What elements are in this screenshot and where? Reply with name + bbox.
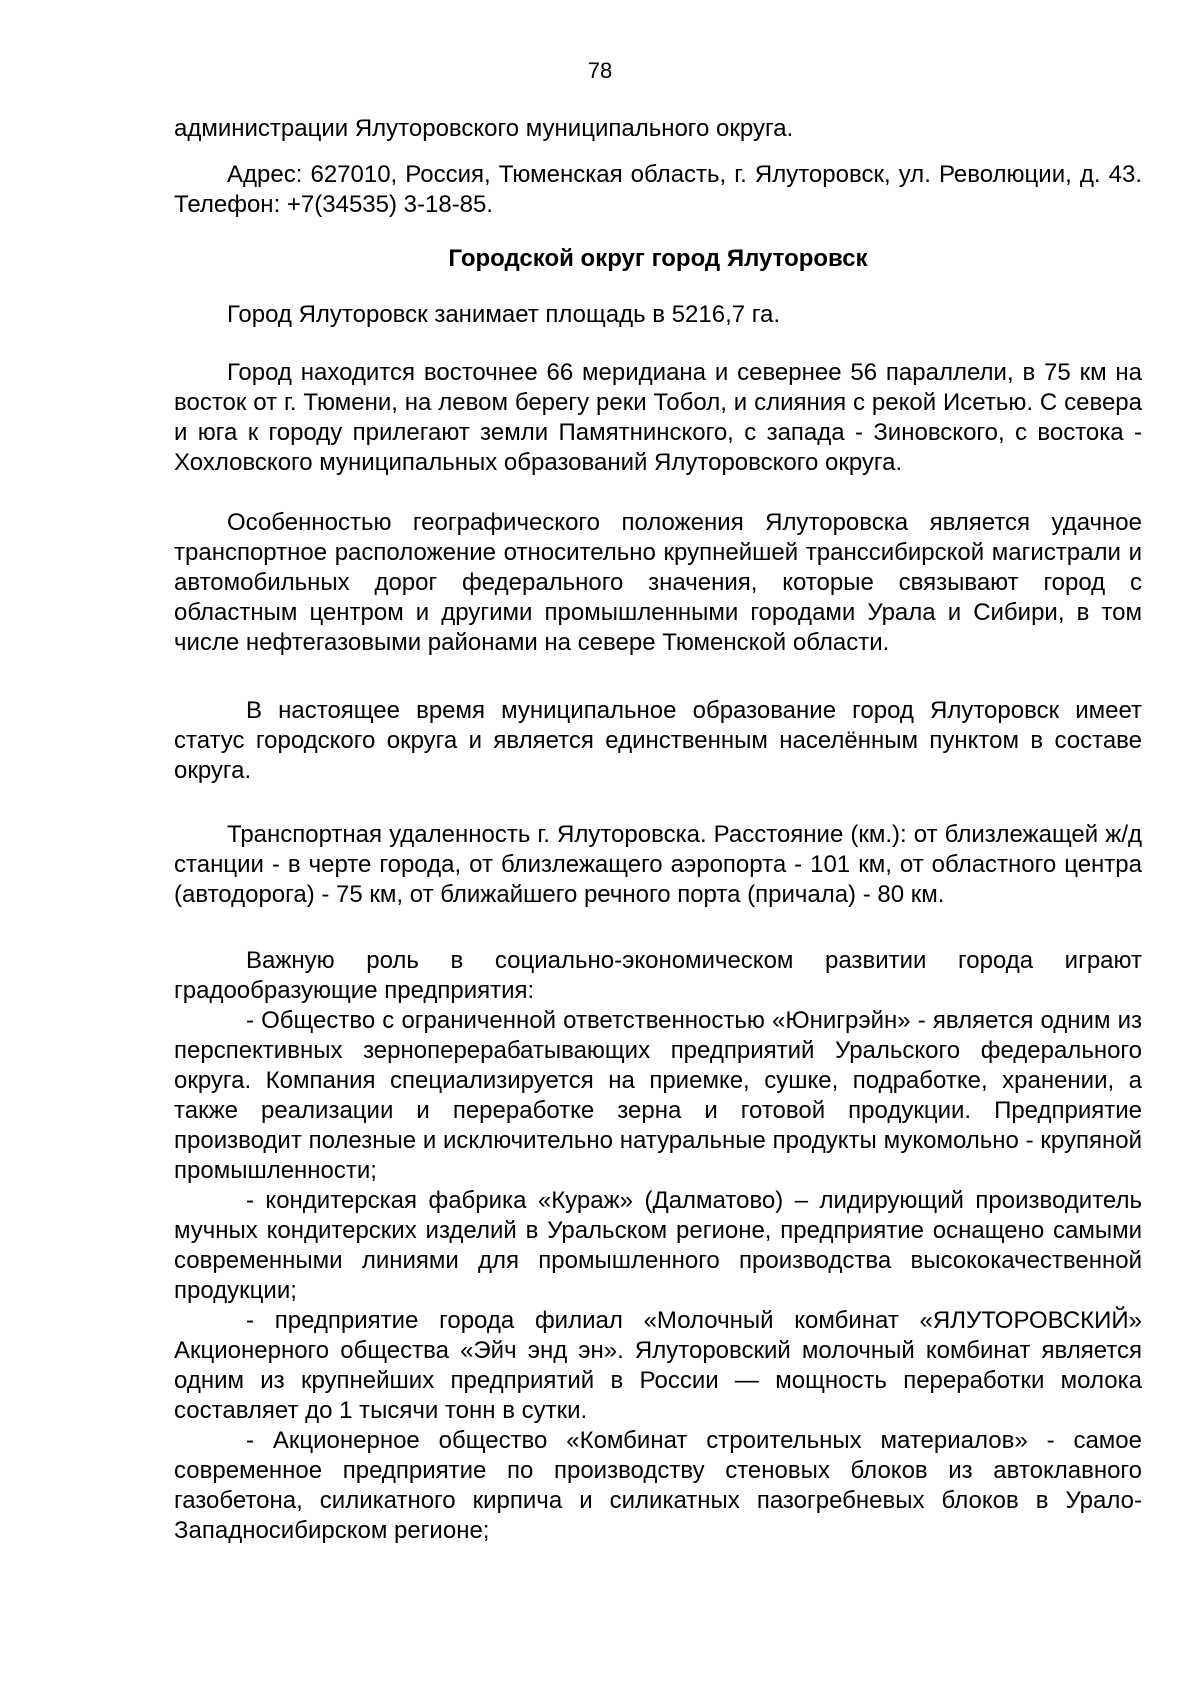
paragraph-area: Город Ялуторовск занимает площадь в 5216,7 га. [227, 301, 781, 328]
paragraph-address: Адрес: 627010, Россия, Тюменская область, г. Ялуторовск, ул. Революции, д. 43. Телефон: +7(34535) 3-18-85. [174, 161, 1142, 218]
list-item-kurazh: - кондитерская фабрика «Кураж» (Далматово) – лидирующий производитель мучных кондитерских изделий в Уральском регионе, предприятие оснащено самыми современными линиями для промышленного производства высококачественной продукции; [174, 1187, 1142, 1304]
paragraph-transport: Транспортная удаленность г. Ялуторовска. Расстояние (км.): от близлежащей ж/д станции - в черте города, от близлежащего аэропорта - 101 км, от областного центра (автодорога) - 75 км, от ближайшего речного порта (причала) - 80 км. [174, 821, 1142, 908]
paragraph-location: Город находится восточнее 66 меридиана и севернее 56 параллели, в 75 км на восток от г. Тюмени, на левом берегу реки Тобол, и слияния с рекой Исетью. С севера и юга к городу прилегают земли Памятнинского, с запада - Зиновского, с востока - Хохловского муниципальных образований Ялуторовского округа. [174, 359, 1142, 476]
paragraph-administration: администрации Ялуторовского муниципального округа. [174, 115, 794, 142]
paragraph-enterprises-intro: Важную роль в социально-экономическом развитии города играют градообразующие предприятия: [174, 947, 1142, 1004]
list-item-milk-plant: - предприятие города филиал «Молочный комбинат «ЯЛУТОРОВСКИЙ» Акционерного общества «Эйч энд эн». Ялуторовский молочный комбинат является одним из крупнейших предприятий в России — мощность переработки молока составляет до 1 тысячи тонн в сутки. [174, 1307, 1142, 1424]
list-item-building-materials: - Акционерное общество «Комбинат строительных материалов» - самое современное предприятие по производству стеновых блоков из автоклавного газобетона, силикатного кирпича и силикатных пазогребневых блоков в Урало-Западносибирском регионе; [174, 1427, 1142, 1544]
section-heading: Городской округ город Ялуторовск [448, 245, 868, 272]
list-item-unigrain: - Общество с ограниченной ответственностью «Юнигрэйн» - является одним из перспективных зерноперерабатывающих предприятий Уральского федерального округа. Компания специализируется на приемке, сушке, подработке, хранении, а также реализации и переработке зерна и готовой продукции. Предприятие производит полезные и исключительно натуральные продукты мукомольно - крупяной промышленности; [174, 1007, 1142, 1184]
paragraph-status: В настоящее время муниципальное образование город Ялуторовск имеет статус городского округа и является единственным населённым пунктом в составе округа. [174, 697, 1142, 784]
document-body [174, 114, 1142, 1546]
page-number: 78 [587, 58, 613, 83]
paragraph-geography: Особенностью географического положения Ялуторовска является удачное транспортное расположение относительно крупнейшей транссибирской магистрали и автомобильных дорог федерального значения, которые связывают город с областным центром и другими промышленными городами Урала и Сибири, в том числе нефтегазовыми районами на севере Тюменской области. [174, 509, 1142, 656]
